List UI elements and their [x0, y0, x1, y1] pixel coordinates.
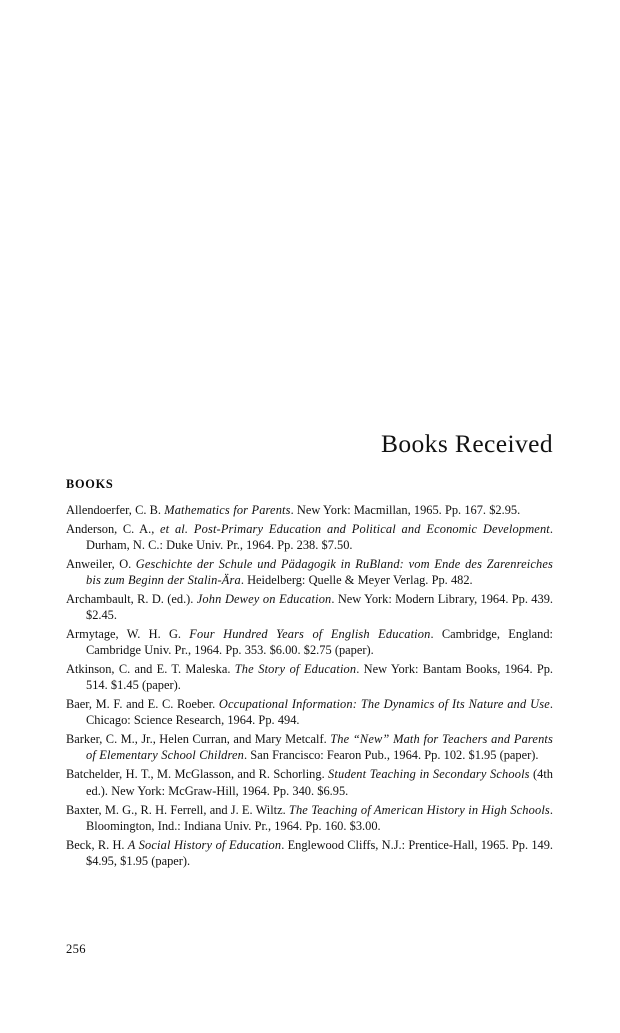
- bibliography-entry: [66, 502, 553, 518]
- bibliography-entry: [66, 837, 553, 869]
- bibliography-entry: [66, 661, 553, 693]
- bibliography-entry: [66, 731, 553, 763]
- bibliography-entry: [66, 626, 553, 658]
- entry-title: Occupational Information: The Dynamics of Its Nature and Use: [218, 697, 550, 712]
- entry-publication: (4th ed.). New York: McGraw-Hill, 1964. Pp. 340. $6.95.: [86, 767, 553, 798]
- entry-publication: . New York: Macmillan, 1965. Pp. 167. $2.95.: [290, 502, 521, 517]
- entry-publication: . San Francisco: Fearon Pub., 1964. Pp. 102. $1.95 (paper).: [244, 748, 539, 763]
- entry-publication: . New York: Bantam Books, 1964. Pp. 514. $1.45 (paper).: [86, 662, 554, 693]
- entry-publication: . New York: Modern Library, 1964. Pp. 439. $2.45.: [86, 591, 553, 623]
- entry-author: Beck, R. H.: [66, 837, 128, 852]
- page-number: 256: [66, 942, 86, 956]
- entry-author: Anweiler, O.: [66, 556, 136, 571]
- bibliography-entry: [66, 802, 553, 834]
- entry-author: Anderson, C. A.,: [66, 521, 160, 536]
- section-heading-books: BOOKS: [66, 477, 114, 491]
- entry-author: Baxter, M. G., R. H. Ferrell, and J. E. Wiltz.: [66, 802, 289, 817]
- entry-title: A Social History of Education: [127, 837, 282, 852]
- entry-publication: . Englewood Cliffs, N.J.: Prentice-Hall, 1965. Pp. 149. $4.95, $1.95 (paper).: [86, 837, 554, 868]
- entry-title: The Teaching of American History in High Schools: [288, 802, 550, 817]
- entry-title: et al. Post-Primary Education and Political and Economic Development: [159, 521, 550, 536]
- entry-publication: . Cambridge, England: Cambridge Univ. Pr., 1964. Pp. 353. $6.00. $2.75 (paper).: [86, 627, 553, 658]
- entry-author: Baer, M. F. and E. C. Roeber.: [66, 697, 219, 712]
- bibliography-entry: [66, 556, 553, 588]
- entry-author: Barker, C. M., Jr., Helen Curran, and Mary Metcalf.: [66, 732, 331, 747]
- page-title: Books Received: [380, 429, 553, 458]
- entry-publication: . Bloomington, Ind.: Indiana Univ. Pr., 1964. Pp. 160. $3.00.: [86, 802, 553, 833]
- bibliography-entry: [66, 766, 553, 798]
- entry-title: Student Teaching in Secondary Schools: [328, 767, 530, 782]
- body-column: [66, 477, 553, 869]
- entry-author: Archambault, R. D. (ed.).: [66, 591, 197, 606]
- entry-author: Armytage, W. H. G.: [66, 627, 190, 642]
- entry-author: Allendoerfer, C. B.: [66, 502, 165, 517]
- entry-author: Atkinson, C. and E. T. Maleska.: [66, 662, 235, 677]
- entry-publication: . Chicago: Science Research, 1964. Pp. 494.: [86, 697, 553, 728]
- bibliography-entry: [66, 696, 553, 728]
- entry-publication: . Heidelberg: Quelle & Meyer Verlag. Pp. 482.: [240, 572, 473, 587]
- entry-title: John Dewey on Education: [196, 591, 332, 606]
- bibliography-entry: [66, 521, 553, 553]
- entry-title: Geschichte der Schule und Pädagogik in RuBland: vom Ende des Zarenreiches bis zum Beginn der Stalin-Ära: [86, 556, 553, 587]
- bibliography-entry: [66, 591, 553, 623]
- entry-author: Batchelder, H. T., M. McGlasson, and R. Schorling.: [66, 767, 329, 782]
- entry-publication: . Durham, N. C.: Duke Univ. Pr., 1964. Pp. 238. $7.50.: [86, 521, 553, 552]
- entry-title: The Story of Education: [234, 662, 357, 677]
- entry-title: The “New” Math for Teachers and Parents of Elementary School Children: [86, 732, 553, 763]
- bibliography-list: [66, 502, 553, 869]
- entry-title: Four Hundred Years of English Education: [189, 627, 431, 642]
- entry-title: Mathematics for Parents: [164, 502, 291, 517]
